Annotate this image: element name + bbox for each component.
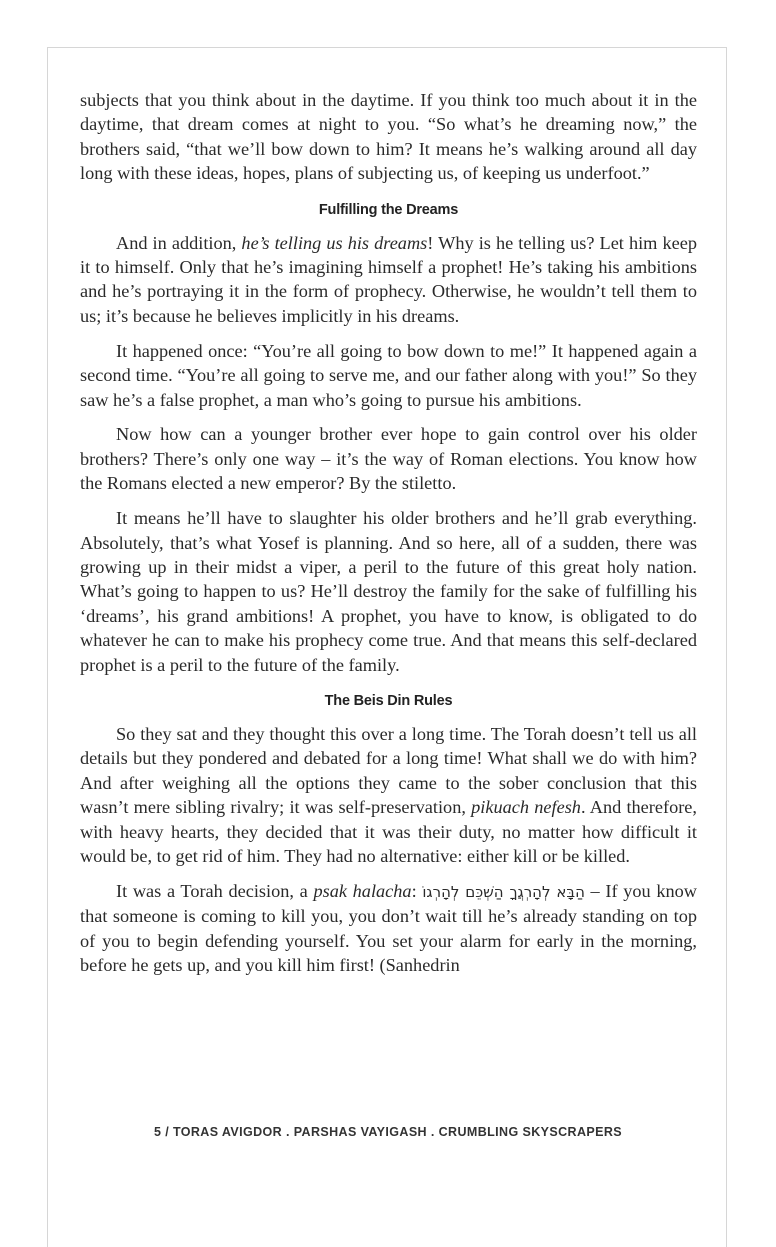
paragraph [80, 722, 697, 868]
paragraph [80, 879, 697, 978]
text-run: It was a Torah decision, a [116, 880, 314, 901]
hebrew-quote: הַבָּא לְהָרְגֲךָ הַשְׁכֵּם לְהָרְגוֹ [422, 882, 585, 901]
text-run: . And therefore, with heavy hearts, they decided that it was their duty, no matter how difficult it would be, to get rid of him. They had no alternative: either kill or be killed. [80, 797, 697, 867]
paragraph [80, 339, 697, 412]
text-run: So they sat and they thought this over a long time. The Torah doesn’t tell us all details but they pondered and debated for a long time! What shall we do with him? And after weighing all the options they came to the sober conclusion that this wasn’t mere sibling rivalry; it was self-preservation, [80, 724, 697, 818]
section-heading: The Beis Din Rules [324, 693, 453, 710]
text-run: It means he’ll have to slaughter his older brothers and he’ll grab everything. Absolutely, that’s what Yosef is planning. And so here, all of a sudden, there was growing up in their midst a viper, a peril to the future of this great holy nation. What’s going to happen to us? He’ll destroy the family for the sake of fulfilling his ‘dreams’, his grand ambitions! A prophet, you have to know, is obligated to do whatever he can to make his prophecy come true. And that means this self-declared prophet is a peril to the future of the family. [80, 508, 697, 675]
text-run: It happened once: “You’re all going to bow down to me!” It happened again a second time. “You’re all going to serve me, and our father along with you!” So they saw he’s a false prophet, a man who’s going to pursue his ambitions. [80, 340, 697, 410]
page-footer: 5 / TORAS AVIGDOR . PARSHAS VAYIGASH . CRUMBLING SKYSCRAPERS [153, 1125, 623, 1139]
text-run: – If you know that someone is coming to kill you, you don’t wait till he’s already standing on top of you to begin defending yourself. You set your alarm for early in the morning, before he gets up, and you kill him first! (Sanhedrin [80, 880, 697, 976]
italic-text: pikuach nefesh [471, 797, 581, 818]
text-run: And in addition, [116, 232, 242, 253]
section-heading: Fulfilling the Dreams [318, 201, 459, 218]
paragraph [80, 422, 697, 495]
italic-text: he’s telling us his dreams [241, 232, 428, 253]
paragraph [80, 506, 697, 677]
text-column [80, 88, 697, 988]
paragraph [80, 231, 697, 329]
paragraph [80, 88, 697, 186]
text-run: : [411, 880, 423, 901]
text-run: subjects that you think about in the daytime. If you think too much about it in the daytime, that dream comes at night to you. “So what’s he dreaming now,” the brothers said, “that we’ll bow down to him? It means he’s walking around all day long with these ideas, hopes, plans of subjecting us, of keeping us underfoot.” [80, 90, 697, 184]
italic-text: psak halacha [313, 880, 412, 901]
text-run: ! Why is he telling us? Let him keep it to himself. Only that he’s imagining himself a prophet! He’s taking his ambitions and he’s portraying it in the form of prophecy. Otherwise, he wouldn’t tell them to us; it’s because he believes implicitly in his dreams. [80, 232, 697, 326]
text-run: Now how can a younger brother ever hope to gain control over his older brothers? There’s only one way – it’s the way of Roman elections. You know how the Romans elected a new emperor? By the stiletto. [80, 424, 697, 494]
